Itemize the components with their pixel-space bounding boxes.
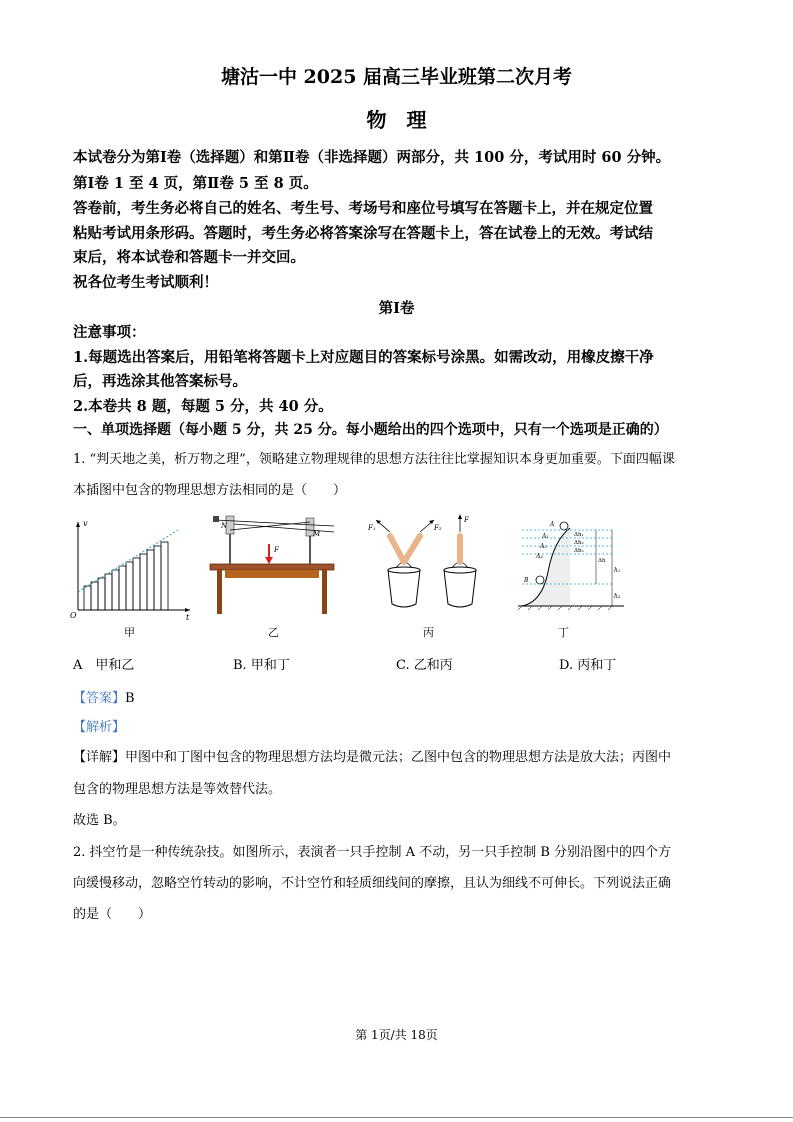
point-b-label: B xyxy=(524,577,529,584)
q1-option-a: A 甲和乙 xyxy=(73,658,135,673)
figure-label-ding: 丁 xyxy=(558,626,569,639)
axis-t-label: t xyxy=(186,613,190,620)
notice-2: 2.本卷共 8 题，每题 5 分，共 40 分。 xyxy=(73,398,333,415)
figure-yi-table-mirror xyxy=(205,510,340,620)
delta-h-label: Δh xyxy=(598,558,606,564)
q1-stem-line-1: 1. “判天地之美，析万物之理”，领略建立物理规律的思想方法往往比掌握知识本身更加重要。下面四幅课 xyxy=(73,452,675,467)
delta-h2-label: Δh₂ xyxy=(574,540,584,546)
q1-detail-line-1 xyxy=(73,746,671,765)
intro-line-3: 答卷前，考生务必将自己的姓名、考生号、考场号和座位号填写在答题卡上，并在规定位置 xyxy=(73,200,653,217)
intro-line-5: 束后，将本试卷和答题卡一并交回。 xyxy=(73,249,305,266)
bottom-divider xyxy=(0,1117,793,1118)
notice-1a: 1.每题选出答案后，用铅笔将答题卡上对应题目的答案标号涂黑。如需改动，用橡皮擦干净 xyxy=(73,349,654,366)
delta-h1-label: Δh₁ xyxy=(574,532,584,538)
q1-answer-line xyxy=(73,687,135,706)
detail-tag: 【详解】 xyxy=(73,750,126,765)
axis-v-label: v xyxy=(83,519,88,528)
q1-option-b: B. 甲和丁 xyxy=(233,658,290,673)
force-f1-label: F₁ xyxy=(368,524,376,532)
h2-label: h₂ xyxy=(614,593,621,600)
figure-jia-vt-graph xyxy=(70,510,195,620)
figure-label-jia: 甲 xyxy=(124,626,135,639)
section-heading: 第Ⅰ卷 xyxy=(378,300,415,317)
analysis-tag: 【解析】 xyxy=(73,720,126,735)
page-footer: 第 1页/共 18页 xyxy=(355,1028,438,1042)
q1-stem-line-2: 本插图中包含的物理思想方法相同的是（ ） xyxy=(73,483,347,498)
notice-title: 注意事项： xyxy=(73,324,146,341)
q1-detail-line-2: 包含的物理思想方法是等效替代法。 xyxy=(73,782,282,797)
subject-title: 物 理 xyxy=(366,108,427,132)
q1-option-c: C. 乙和丙 xyxy=(396,658,453,673)
h1-label: h₁ xyxy=(614,567,621,574)
figure-label-yi: 乙 xyxy=(268,626,279,639)
axis-origin-label: O xyxy=(70,611,77,620)
intro-line-4: 粘贴考试用条形码。答题时，考生务必将答案涂写在答题卡上，答在试卷上的无效。考试结 xyxy=(73,225,653,242)
delta-h3-label: Δh₃ xyxy=(574,548,584,554)
force-f-label: F xyxy=(274,546,279,554)
detail-text-1: 甲图中和丁图中包含的物理思想方法均是微元法；乙图中包含的物理思想方法是放大法；丙图中 xyxy=(125,750,672,765)
q2-stem-line-2: 向缓慢移动，忽略空竹转动的影响，不计空竹和轻质细线间的摩擦，且认为细线不可伸长。下列说法正确 xyxy=(73,876,672,891)
intro-line-1: 本试卷分为第Ⅰ卷（选择题）和第Ⅱ卷（非选择题）两部分，共 100 分，考试用时 60 分钟。 xyxy=(73,149,671,166)
force-f-total-label: F xyxy=(464,516,469,524)
figure-ding-curved-track xyxy=(512,510,627,620)
q1-option-d: D. 丙和丁 xyxy=(559,658,617,673)
intro-line-2: 第Ⅰ卷 1 至 4 页，第Ⅱ卷 5 至 8 页。 xyxy=(73,175,318,192)
q2-stem-line-1: 2. 抖空竹是一种传统杂技。如图所示，表演者一只手控制 A 不动，另一只手控制 B 分别沿图中的四个方 xyxy=(73,845,672,860)
q2-stem-line-3: 的是（ ） xyxy=(73,907,152,922)
figure-label-bing: 丙 xyxy=(423,626,434,639)
intro-line-6: 祝各位考生考试顺利！ xyxy=(73,274,218,291)
figure-bing-buckets xyxy=(362,510,497,620)
exam-title: 塘沽一中 2025 届高三毕业班第二次月考 xyxy=(220,66,573,88)
point-a-label: A xyxy=(550,521,555,528)
point-a1-label: A₁ xyxy=(542,533,549,540)
point-a2-label: A₂ xyxy=(540,543,547,550)
mirror-m-label: M xyxy=(313,530,321,538)
part-title: 一、单项选择题（每小题 5 分，共 25 分。每小题给出的四个选项中，只有一个选项是正确的） xyxy=(73,422,668,438)
point-a3-label: A₃ xyxy=(536,553,543,560)
q1-conclusion: 故选 B。 xyxy=(73,813,126,828)
notice-1b: 后，再选涂其他答案标号。 xyxy=(73,373,247,390)
mirror-n-label: N xyxy=(221,522,228,530)
force-f2-label: F₂ xyxy=(434,524,442,532)
answer-value: B xyxy=(125,691,135,706)
answer-tag: 【答案】 xyxy=(73,691,126,706)
